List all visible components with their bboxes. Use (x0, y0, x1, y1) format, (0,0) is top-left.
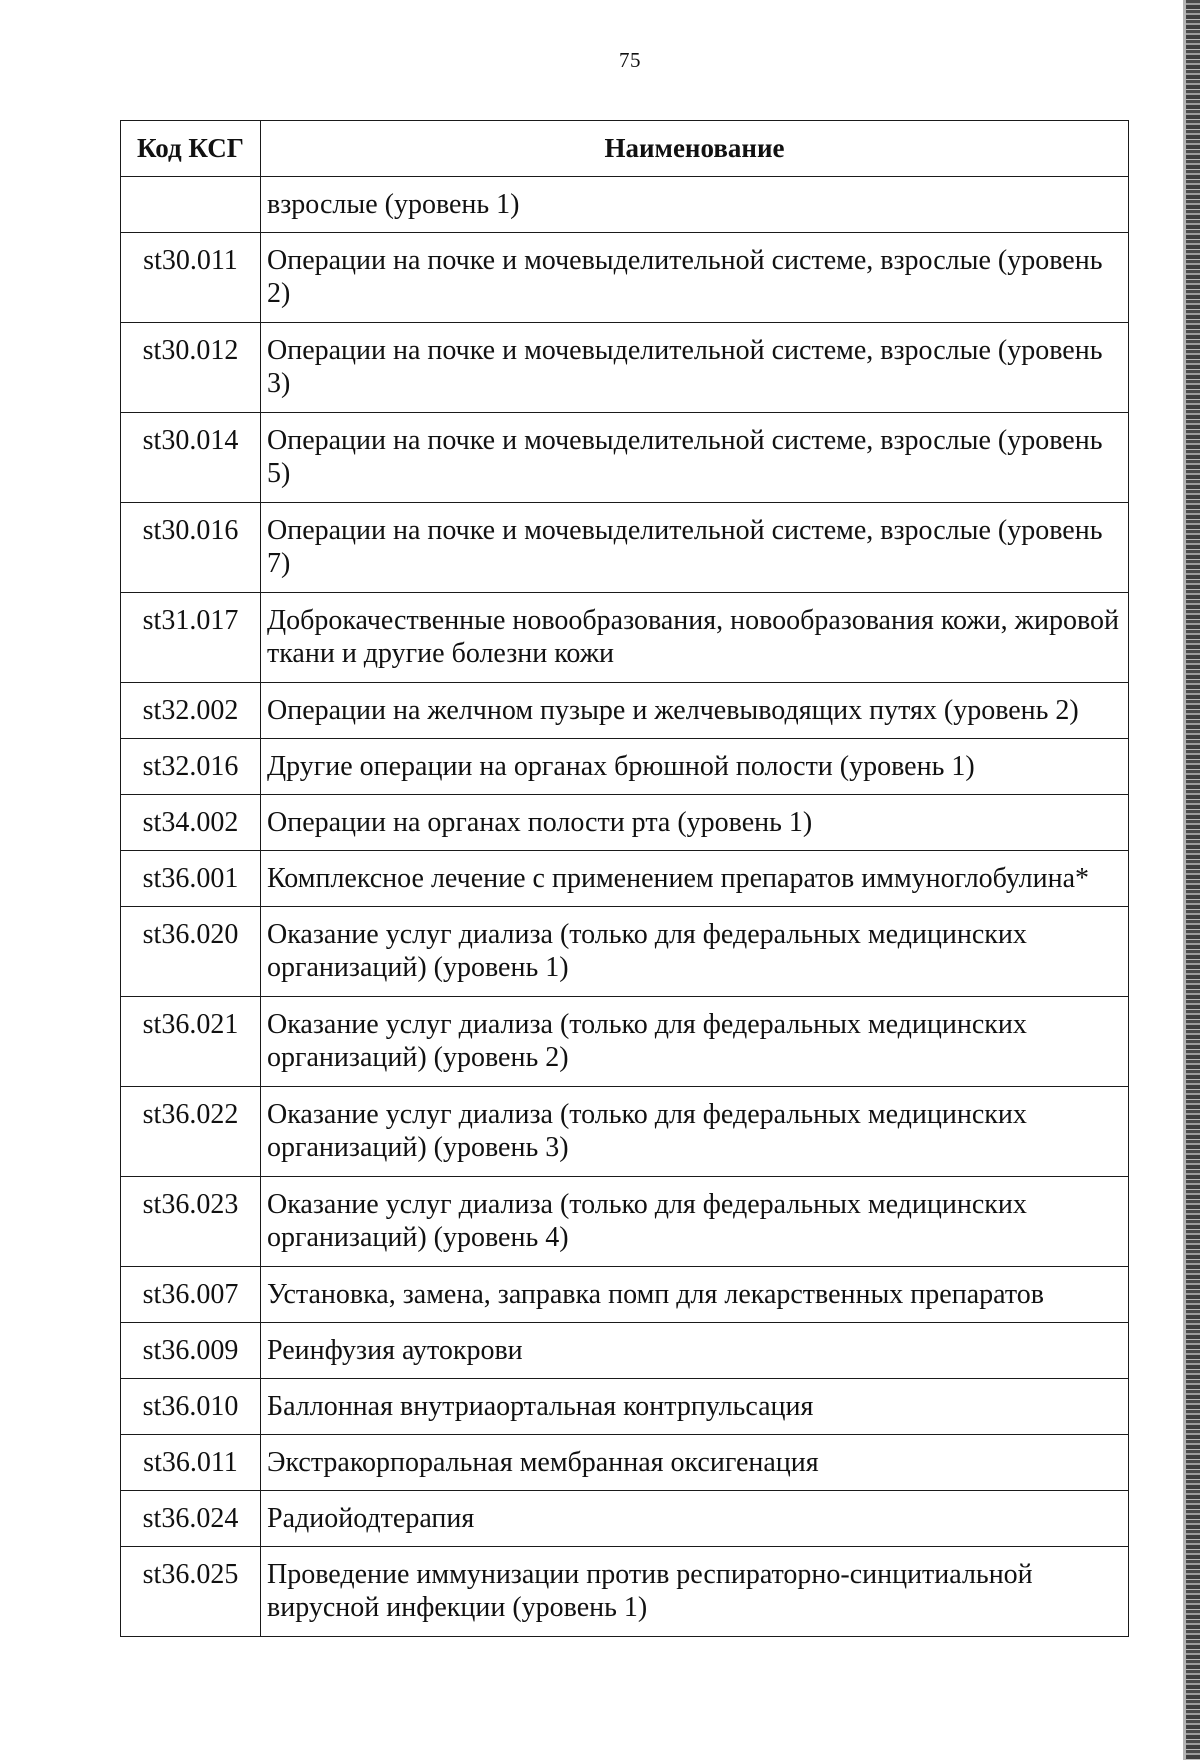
ksg-code-cell: st36.007 (121, 1267, 261, 1323)
ksg-code-cell: st36.021 (121, 997, 261, 1087)
ksg-code-cell: st30.014 (121, 413, 261, 503)
ksg-code-cell: st36.024 (121, 1491, 261, 1547)
ksg-name-cell: Оказание услуг диализа (только для федеральных медицинских организаций) (уровень 4) (261, 1177, 1129, 1267)
table-row (121, 1435, 1129, 1491)
ksg-code-cell: st36.010 (121, 1379, 261, 1435)
table-row (121, 795, 1129, 851)
ksg-name-cell: Экстракорпоральная мембранная оксигенация (261, 1435, 1129, 1491)
table-row (121, 1177, 1129, 1267)
ksg-name-cell: Реинфузия аутокрови (261, 1323, 1129, 1379)
ksg-code-cell: st34.002 (121, 795, 261, 851)
ksg-name-cell: Доброкачественные новообразования, новообразования кожи, жировой ткани и другие болезни кожи (261, 593, 1129, 683)
table-row (121, 177, 1129, 233)
ksg-name-cell: Проведение иммунизации против респираторно-синцитиальной вирусной инфекции (уровень 1) (261, 1547, 1129, 1637)
ksg-code-cell (121, 177, 261, 233)
ksg-name-cell: Операции на почке и мочевыделительной системе, взрослые (уровень 2) (261, 233, 1129, 323)
ksg-code-cell: st36.020 (121, 907, 261, 997)
ksg-code-cell: st36.009 (121, 1323, 261, 1379)
table-row (121, 1491, 1129, 1547)
table-row (121, 1087, 1129, 1177)
ksg-name-cell: Операции на почке и мочевыделительной системе, взрослые (уровень 3) (261, 323, 1129, 413)
ksg-name-cell: Операции на желчном пузыре и желчевыводящих путях (уровень 2) (261, 683, 1129, 739)
ksg-code-cell: st36.023 (121, 1177, 261, 1267)
ksg-name-cell: Оказание услуг диализа (только для федеральных медицинских организаций) (уровень 2) (261, 997, 1129, 1087)
table-row (121, 683, 1129, 739)
table-row (121, 323, 1129, 413)
ksg-name-cell: Операции на органах полости рта (уровень 1) (261, 795, 1129, 851)
table-row (121, 1323, 1129, 1379)
table-body (121, 177, 1129, 1637)
table-row (121, 593, 1129, 683)
ksg-name-cell: Операции на почке и мочевыделительной системе, взрослые (уровень 7) (261, 503, 1129, 593)
page-number: 75 (619, 48, 641, 72)
table-row (121, 233, 1129, 323)
table-row (121, 1547, 1129, 1637)
header-code: Код КСГ (121, 121, 261, 177)
table-row (121, 739, 1129, 795)
ksg-name-cell: взрослые (уровень 1) (261, 177, 1129, 233)
ksg-name-cell: Комплексное лечение с применением препаратов иммуноглобулина* (261, 851, 1129, 907)
ksg-name-cell: Установка, замена, заправка помп для лекарственных препаратов (261, 1267, 1129, 1323)
table-row (121, 851, 1129, 907)
ksg-code-cell: st36.011 (121, 1435, 261, 1491)
ksg-name-cell: Радиойодтерапия (261, 1491, 1129, 1547)
ksg-code-cell: st30.011 (121, 233, 261, 323)
ksg-code-cell: st32.002 (121, 683, 261, 739)
ksg-code-cell: st31.017 (121, 593, 261, 683)
ksg-table (120, 120, 1129, 1637)
table-row (121, 503, 1129, 593)
table-row (121, 997, 1129, 1087)
ksg-code-cell: st32.016 (121, 739, 261, 795)
table-header-row (121, 121, 1129, 177)
table-row (121, 413, 1129, 503)
ksg-name-cell: Оказание услуг диализа (только для федеральных медицинских организаций) (уровень 3) (261, 1087, 1129, 1177)
ksg-name-cell: Другие операции на органах брюшной полости (уровень 1) (261, 739, 1129, 795)
table-row (121, 907, 1129, 997)
table-row (121, 1379, 1129, 1435)
ksg-code-cell: st36.025 (121, 1547, 261, 1637)
ksg-name-cell: Оказание услуг диализа (только для федеральных медицинских организаций) (уровень 1) (261, 907, 1129, 997)
ksg-name-cell: Операции на почке и мочевыделительной системе, взрослые (уровень 5) (261, 413, 1129, 503)
ksg-code-cell: st36.001 (121, 851, 261, 907)
ksg-code-cell: st30.012 (121, 323, 261, 413)
scan-edge (1186, 0, 1200, 1760)
header-name: Наименование (261, 121, 1129, 177)
ksg-code-cell: st30.016 (121, 503, 261, 593)
ksg-name-cell: Баллонная внутриаортальная контрпульсация (261, 1379, 1129, 1435)
ksg-code-cell: st36.022 (121, 1087, 261, 1177)
table-row (121, 1267, 1129, 1323)
